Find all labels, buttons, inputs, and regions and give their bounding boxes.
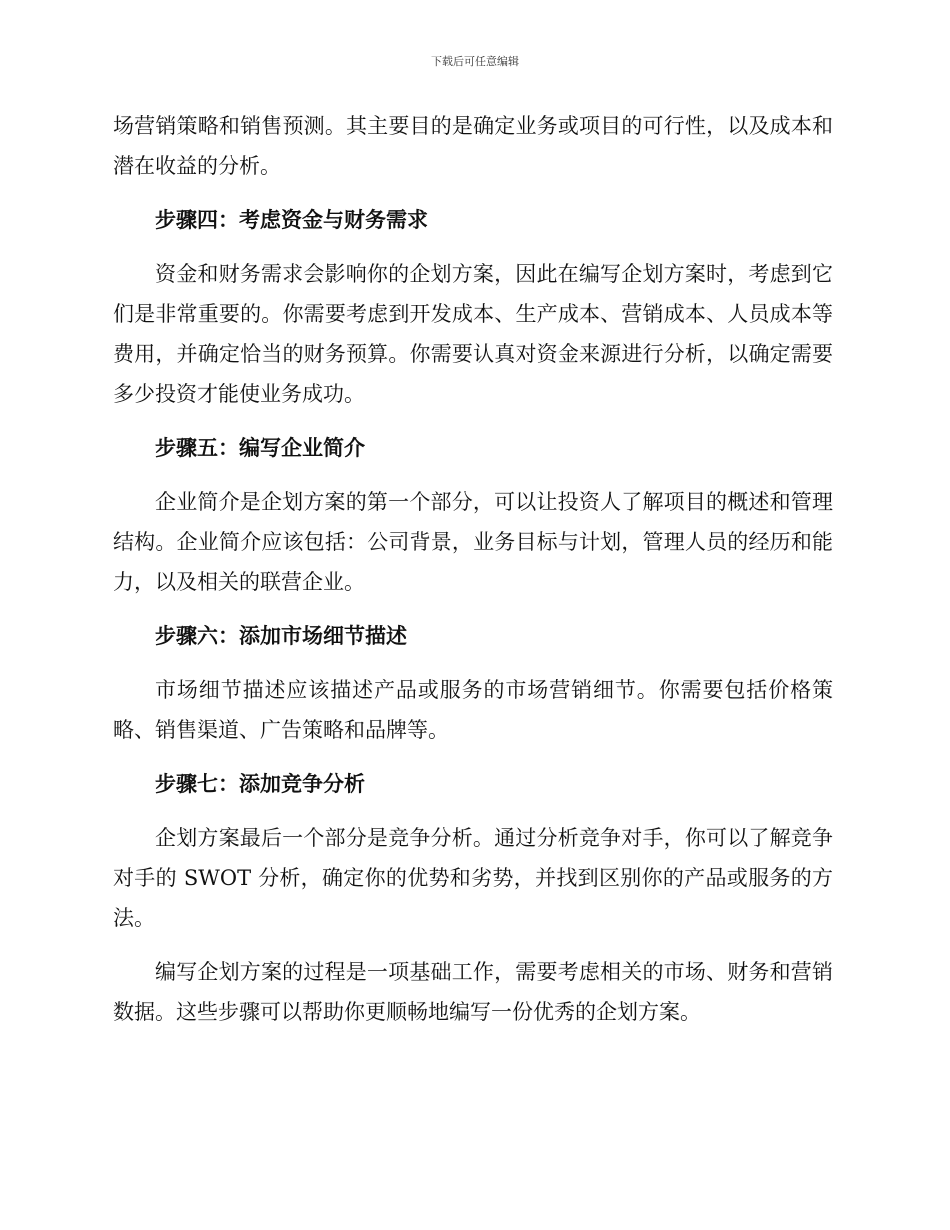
page-header-note: 下载后可任意编辑 [431,55,519,68]
conclusion-paragraph: 编写企划方案的过程是一项基础工作，需要考虑相关的市场、财务和营销数据。这些步骤可以帮助你更顺畅地编写一份优秀的企划方案。 [113,960,833,1024]
step4-heading: 步骤四：考虑资金与财务需求 [155,207,428,232]
step4-paragraph: 资金和财务需求会影响你的企划方案，因此在编写企划方案时，考虑到它们是非常重要的。你需要考虑到开发成本、生产成本、营销成本、人员成本等费用，并确定恰当的财务预算。你需要认真对资金来源进行分析，以确定需要多少投资才能使业务成功。 [113,262,833,406]
step7-heading: 步骤七：添加竞争分析 [155,771,365,796]
step6-paragraph: 市场细节描述应该描述产品或服务的市场营销细节。你需要包括价格策略、销售渠道、广告策略和品牌等。 [113,678,833,742]
step6-heading: 步骤六：添加市场细节描述 [155,623,407,648]
step5-heading: 步骤五：编写企业简介 [155,435,365,460]
step5-paragraph: 企业简介是企划方案的第一个部分，可以让投资人了解项目的概述和管理结构。企业简介应该包括：公司背景，业务目标与计划，管理人员的经历和能力，以及相关的联营企业。 [113,490,833,594]
step7-paragraph: 企划方案最后一个部分是竞争分析。通过分析竞争对手，你可以了解竞争对手的 SWOT 分析，确定你的优势和劣势，并找到区别你的产品或服务的方法。 [113,826,833,930]
document-body [113,106,833,1032]
intro-paragraph: 场营销策略和销售预测。其主要目的是确定业务或项目的可行性，以及成本和潜在收益的分析。 [113,114,833,178]
